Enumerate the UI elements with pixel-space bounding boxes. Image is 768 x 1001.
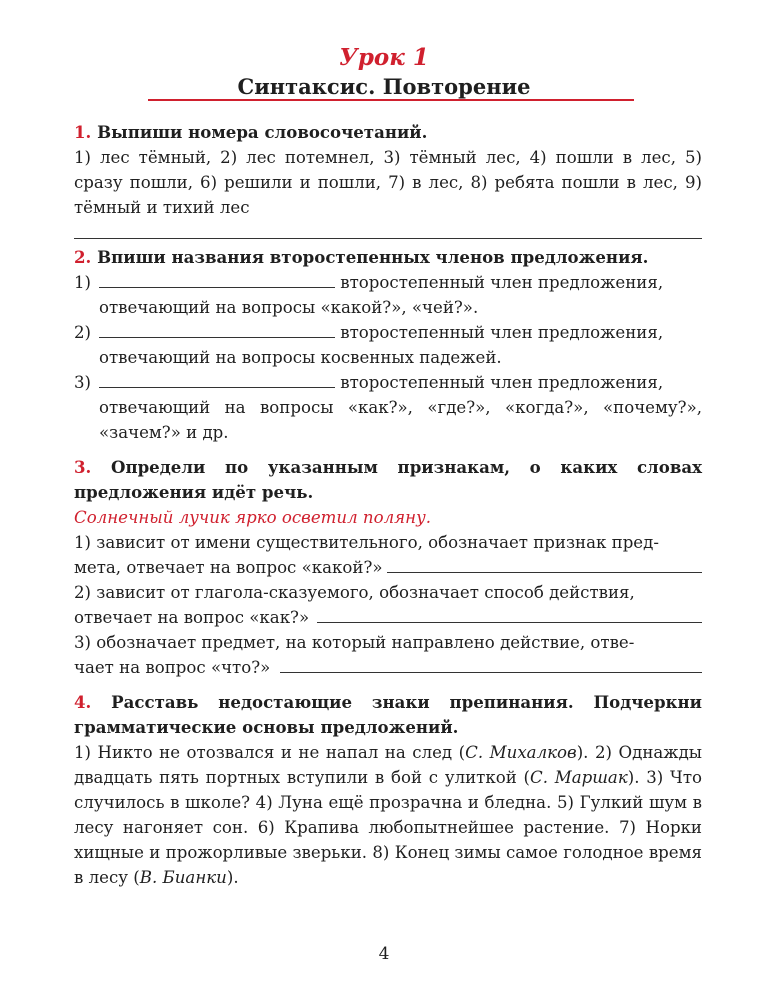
item-description-start: второстепенный член предложения, [340,373,664,392]
item-label: 2) [74,323,92,342]
task-3-item [74,530,702,580]
task-1 [74,120,702,239]
task-4-number: 4. [74,692,92,712]
title-underline [148,99,634,101]
answer-blank[interactable] [99,323,335,338]
item-label: 1) [74,273,92,292]
task-1-instruction: Выпиши номера словосочетаний. [97,122,428,142]
item-line-2: отвечает на вопрос «как?» [74,608,310,627]
task-3-instruction: Определи по указанным признакам, о каких словах предложения идёт речь. [74,457,702,502]
task-4-instruction: Расставь недостающие знаки препинания. Подчеркни грамматические основы предложений. [74,692,702,737]
task-2-number: 2. [74,247,92,267]
answer-blank[interactable] [99,273,335,288]
task-1-heading [74,120,702,145]
lesson-number: Урок 1 [339,44,429,71]
task-3-item [74,580,702,630]
sentence-part: ). [226,868,239,887]
answer-blank[interactable] [280,658,702,673]
item-line-1: 2) зависит от глагола-сказуемого, обозначает способ действия, [74,583,635,602]
sentence-part: 1) Никто не отозвался и не напал на след ( [74,743,466,762]
answer-blank[interactable] [99,373,335,388]
task-4 [74,690,702,890]
sentence-part: ). 3) Что случилось в школе? 4) Луна ещё прозрачна и бледна. 5) Гулкий шум в лесу нагоняет сон. 6) Крапива любопытнейшее растение. 7) Норки хищные и прожорливые зверьки. 8) Конец зимы самое голодное время в лесу ( [74,768,703,887]
author-name: С. Маршак [530,768,628,787]
task-3-heading [74,455,702,505]
task-2-heading [74,245,702,270]
item-description-start: второстепенный член предложения, [340,273,664,292]
sentence-part: ). 2) Однажды двадцать пять портных вступили в бой с улиткой ( [74,743,702,787]
item-description: отвечающий на вопросы «как?», «где?», «когда?», «почему?», «зачем?» и др. [99,398,702,442]
page-number: 4 [378,944,390,964]
task-3 [74,455,702,680]
lesson-title: Синтаксис. Повторение [237,74,531,99]
lesson-content [74,120,702,890]
lesson-header [0,44,768,101]
answer-blank[interactable] [387,558,702,573]
item-line-2: чает на вопрос «что?» [74,658,271,677]
item-line-1: 3) обозначает предмет, на который направлено действие, отве- [74,633,635,652]
task-3-example-sentence: Солнечный лучик ярко осветил поляну. [74,508,431,527]
item-label: 3) [74,373,92,392]
task-2-item [74,370,702,445]
task-4-heading [74,690,702,740]
item-description: отвечающий на вопросы «какой?», «чей?». [99,298,479,317]
task-1-text: 1) лес тёмный, 2) лес потемнел, 3) тёмный лес, 4) пошли в лес, 5) сразу пошли, 6) решили и пошли, 7) в лес, 8) ребята пошли в лес, 9) тёмный и тихий лес [74,148,702,217]
task-3-item [74,630,702,680]
task-1-number: 1. [74,122,92,142]
author-name: В. Бианки [139,868,227,887]
item-line-2: мета, отвечает на вопрос «какой?» [74,558,383,577]
task-1-answer-line[interactable] [74,238,702,239]
task-4-text [74,740,702,890]
task-2-item [74,320,702,370]
item-description-start: второстепенный член предложения, [340,323,664,342]
item-description: отвечающий на вопросы косвенных падежей. [99,348,502,367]
item-line-1: 1) зависит от имени существительного, обозначает признак пред- [74,533,659,552]
task-2-instruction: Впиши названия второстепенных членов предложения. [97,247,649,267]
task-2-item [74,270,702,320]
answer-blank[interactable] [317,608,702,623]
task-3-number: 3. [74,457,92,477]
author-name: С. Михалков [465,743,577,762]
task-2 [74,245,702,445]
